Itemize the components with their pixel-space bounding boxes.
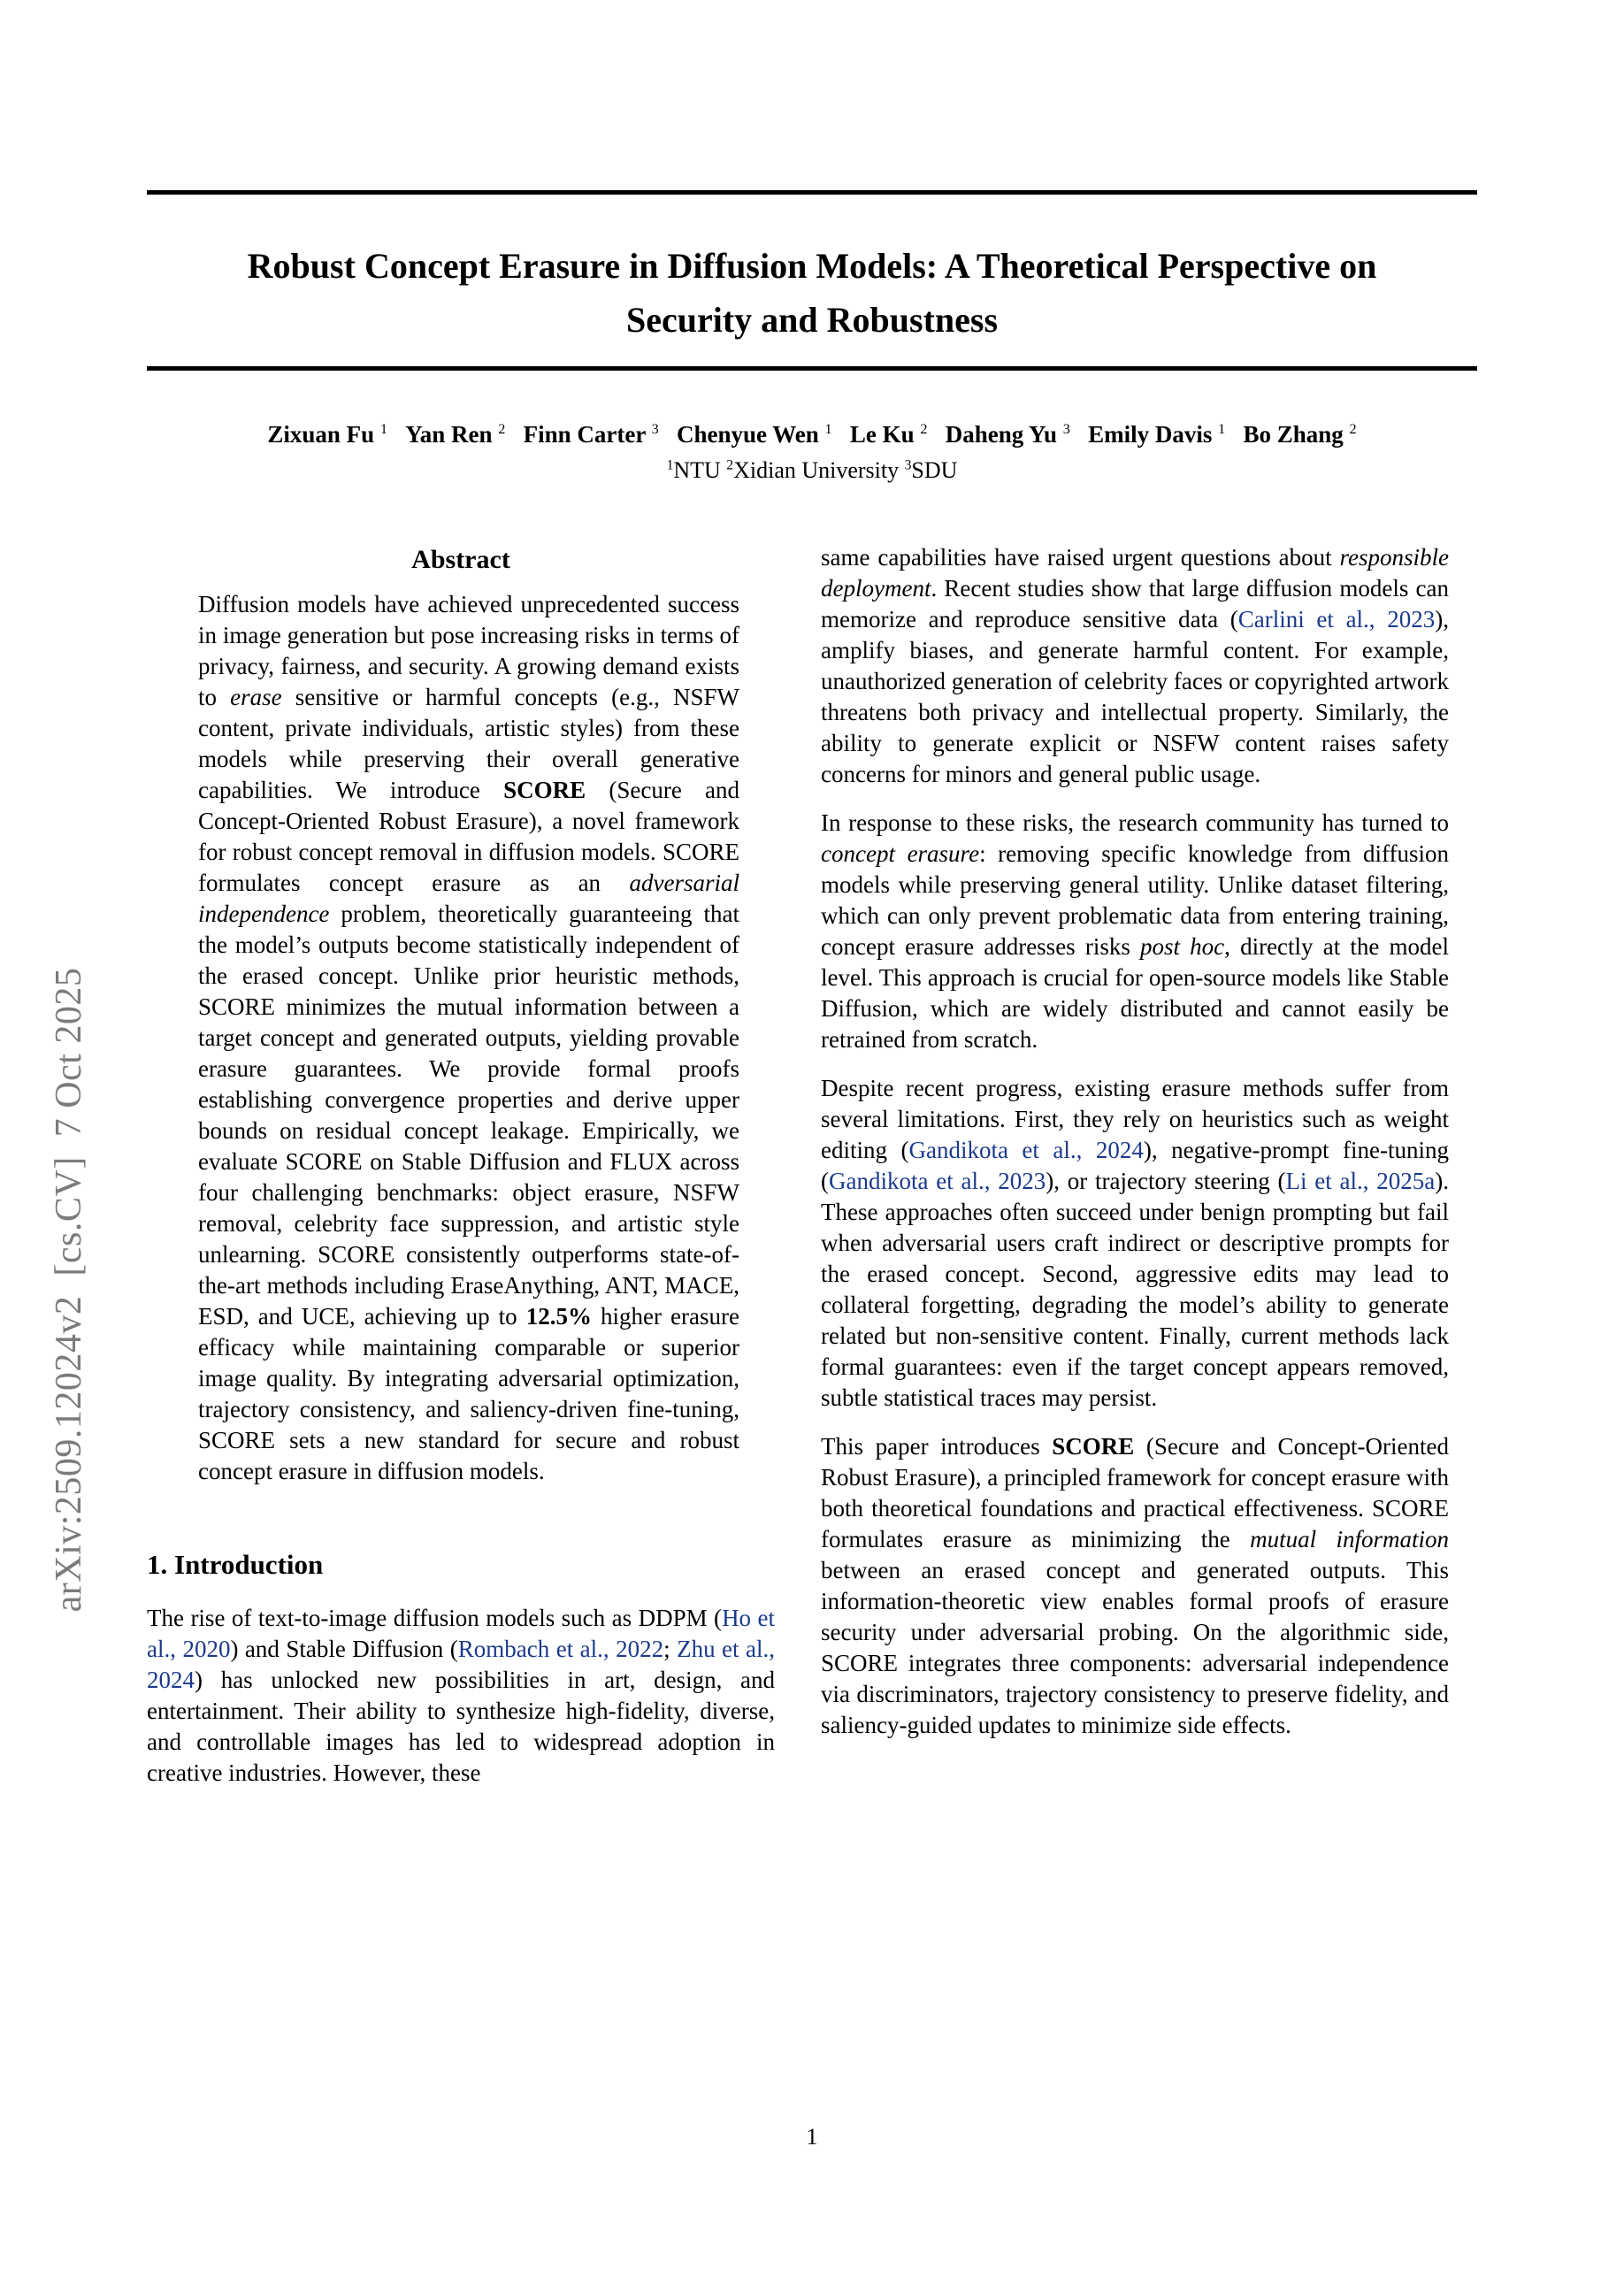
title-line-1: Robust Concept Erasure in Diffusion Models: A Theoretical Perspective on [247, 246, 1377, 286]
text-run: NTU [673, 457, 727, 483]
text-run: mutual information [1250, 1526, 1450, 1552]
page-number: 1 [806, 2124, 818, 2150]
citation-link[interactable]: Ho et al., 2020 [147, 1605, 776, 1662]
text-run: responsible deployment [821, 544, 1449, 602]
paper-content [0, 190, 1624, 1789]
text-run: ), or trajectory steering ( [1046, 1168, 1286, 1194]
text-run: : removing specific knowledge from diffusion models while preserving general utility. Unlike dataset filtering, which can only prevent problematic data from entering training, concept erasure addresses risks [821, 840, 1449, 960]
text-run: In response to these risks, the research community has turned to [821, 809, 1449, 836]
text-run [832, 421, 850, 448]
text-run: between an erased concept and generated outputs. This information-theoretic view enables formal proofs of erasure security under adversarial probing. On the algorithmic side, SCORE integrates three components: adversarial independence via discriminators, trajectory consistency to preserve fidelity, and saliency-guided updates to minimize side effects. [821, 1557, 1449, 1738]
body-paragraph [821, 1073, 1449, 1414]
text-run: erase [230, 684, 282, 710]
title-line-2: Security and Robustness [625, 300, 999, 340]
text-run: same capabilities have raised urgent questions about [821, 544, 1340, 571]
left-column [147, 542, 775, 1789]
top-rule [147, 190, 1477, 195]
text-run: Daheng Yu [945, 421, 1063, 448]
text-run: 3 [904, 457, 912, 473]
text-run: 1 [379, 421, 388, 437]
text-run: . Recent studies show that large diffusion models can memorize and reproduce sensitive data ( [821, 575, 1449, 632]
text-run: Xidian University [733, 457, 905, 483]
text-run: post hoc [1140, 933, 1225, 960]
body-paragraph [821, 808, 1449, 1055]
text-run: (Secure and Concept-Oriented Robust Erasure), a novel framework for robust concept removal in diffusion models. SCORE formulates concept erasure as an [198, 777, 739, 896]
title-rule [147, 366, 1477, 371]
text-run: SCORE [1052, 1433, 1135, 1460]
text-run: Emily Davis [1088, 421, 1219, 448]
text-run [505, 421, 523, 448]
paper-title [165, 239, 1459, 347]
authors-line [147, 418, 1477, 450]
text-run: Finn Carter [523, 421, 652, 448]
body-paragraph [821, 542, 1449, 790]
text-run: 2 [498, 421, 506, 437]
text-run: The rise of text-to-image diffusion models such as DDPM ( [147, 1605, 723, 1631]
text-run: SDU [911, 457, 958, 483]
arxiv-watermark: arXiv:2509.12024v2 [cs.CV] 7 Oct 2025 [49, 967, 89, 1613]
text-run: Chenyue Wen [676, 421, 825, 448]
text-run: Zixuan Fu [267, 421, 380, 448]
two-column-body [147, 542, 1477, 1789]
text-run: higher erasure efficacy while maintaining comparable or superior image quality. By integrating adversarial optimization, trajectory consistency, and saliency-driven fine-tuning, SCORE sets a new standard for secure and robust concept erasure in diffusion models. [198, 1303, 739, 1484]
text-run: ), amplify biases, and generate harmful content. For example, unauthorized generation of celebrity faces or copyrighted artwork threatens both privacy and intellectual property. Similarly, the ability to generate explicit or NSFW content raises safety concerns for minors and general public usage. [821, 606, 1449, 787]
text-run: This paper introduces [821, 1433, 1053, 1460]
citation-link[interactable]: Gandikota et al., 2023 [829, 1168, 1046, 1194]
text-run: ) has unlocked new possibilities in art, design, and entertainment. Their ability to synthesize high-fidelity, diverse, and controllable images has led to widespread adoption in creative industries. However, these [147, 1667, 775, 1786]
text-run: 1 [824, 421, 832, 437]
citation-link[interactable]: Rombach et al., 2022 [457, 1636, 664, 1662]
intro-paragraph [147, 1603, 775, 1789]
text-run: , directly at the model level. This approach is crucial for open-source models like Stable Diffusion, which are widely distributed and cannot easily be retrained from scratch. [821, 933, 1449, 1053]
text-run: ) and Stable Diffusion ( [230, 1636, 458, 1662]
text-run: 3 [651, 421, 659, 437]
text-run: Despite recent progress, existing erasure methods suffer from several limitations. First, they rely on heuristics such as weight editing ( [821, 1075, 1449, 1163]
text-run: Diffusion models have achieved unprecedented success in image generation but pose increasing risks in terms of privacy, fairness, and security. A growing demand exists to [198, 591, 739, 710]
text-run: (Secure and Concept-Oriented Robust Erasure), a principled framework for concept erasure with both theoretical foundations and practical effectiveness. SCORE formulates erasure as minimizing the [821, 1433, 1449, 1552]
citation-link[interactable]: Li et al., 2025a [1285, 1168, 1436, 1194]
section-heading-introduction: 1. Introduction [147, 1549, 324, 1580]
text-run: Yan Ren [405, 421, 499, 448]
text-run: ; [663, 1636, 678, 1662]
affiliations-line [147, 456, 1477, 486]
text-run [1225, 421, 1243, 448]
text-run [659, 421, 677, 448]
text-run [387, 421, 405, 448]
text-run: problem, theoretically guaranteeing that the model’s outputs become statistically independent of the erased concept. Unlike prior heuristic methods, SCORE minimizes the mutual information between a target concept and generated outputs, yielding provable erasure guarantees. We provide formal proofs establishing convergence properties and derive upper bounds on residual concept leakage. Empirically, we evaluate SCORE on Stable Diffusion and FLUX across four challenging benchmarks: object erasure, NSFW removal, celebrity face suppression, and artistic style unlearning. SCORE consistently outperforms state-of-the-art methods including EraseAnything, ANT, MACE, ESD, and UCE, achieving up to [198, 901, 739, 1330]
text-run: 3 [1062, 421, 1070, 437]
citation-link[interactable]: Carlini et al., 2023 [1237, 606, 1436, 632]
text-run: adversarial independence [198, 870, 739, 927]
citation-link[interactable]: Gandikota et al., 2024 [908, 1137, 1144, 1163]
text-run: SCORE [503, 777, 586, 803]
text-run: 12.5% [525, 1303, 592, 1330]
text-run: 1 [1218, 421, 1226, 437]
text-run: concept erasure [821, 840, 980, 867]
body-paragraph [821, 1431, 1449, 1741]
text-run: 2 [726, 457, 734, 473]
right-column [821, 542, 1449, 1741]
citation-link[interactable]: Zhu et al., 2024 [147, 1636, 775, 1693]
text-run: 2 [1349, 421, 1357, 437]
text-run: sensitive or harmful concepts (e.g., NSFW content, private individuals, artistic styles) from these models while preserving their overall generative capabilities. We introduce [198, 684, 739, 803]
text-run: Bo Zhang [1243, 421, 1350, 448]
text-run: ), negative-prompt fine-tuning ( [821, 1137, 1449, 1194]
text-run: 2 [920, 421, 928, 437]
text-run [927, 421, 945, 448]
page [0, 190, 1624, 2292]
abstract-body [147, 589, 775, 1487]
text-run: 1 [666, 457, 674, 473]
text-run: ). These approaches often succeed under benign prompting but fail when adversarial users craft indirect or descriptive prompts for the erased concept. Second, aggressive edits may lead to collateral forgetting, degrading the model’s ability to generate related but non-sensitive content. Finally, current methods lack formal guarantees: even if the target concept appears removed, subtle statistical traces may persist. [821, 1168, 1449, 1411]
text-run [1070, 421, 1088, 448]
abstract-heading: Abstract [411, 545, 510, 574]
text-run: Le Ku [849, 421, 921, 448]
